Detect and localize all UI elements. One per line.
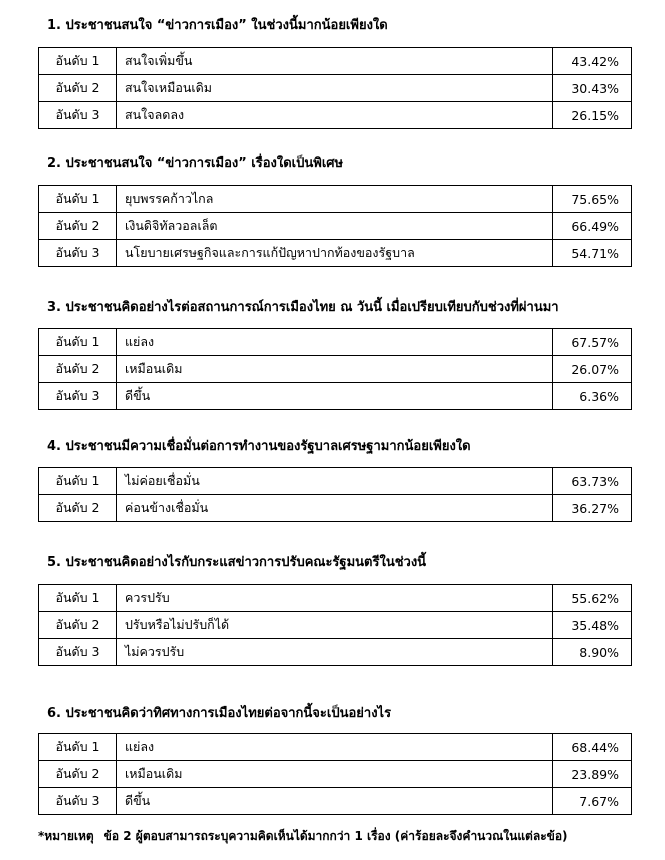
table-row xyxy=(39,788,632,815)
table-row xyxy=(39,585,632,612)
percent-cell: 55.62% xyxy=(553,585,632,612)
results-table xyxy=(38,185,632,267)
percent-cell: 67.57% xyxy=(553,329,632,356)
table-row xyxy=(39,75,632,102)
answer-cell: แย่ลง xyxy=(117,329,553,356)
rank-cell: อันดับ 3 xyxy=(39,639,117,666)
percent-cell: 68.44% xyxy=(553,734,632,761)
footnote-text: ข้อ 2 ผู้ตอบสามารถระบุความคิดเห็นได้มากกว่า 1 เรื่อง (ค่าร้อยละจึงคำนวณในแต่ละข้อ) xyxy=(103,829,568,843)
question-heading: 6. ประชาชนคิดว่าทิศทางการเมืองไทยต่อจากนี้จะเป็นอย่างไร xyxy=(47,706,392,721)
rank-cell: อันดับ 1 xyxy=(39,734,117,761)
percent-cell: 26.15% xyxy=(553,102,632,129)
rank-cell: อันดับ 2 xyxy=(39,213,117,240)
rank-cell: อันดับ 2 xyxy=(39,75,117,102)
question-heading: 2. ประชาชนสนใจ “ข่าวการเมือง” เรื่องใดเป็นพิเศษ xyxy=(47,156,344,171)
percent-cell: 8.90% xyxy=(553,639,632,666)
rank-cell: อันดับ 3 xyxy=(39,240,117,267)
question-heading: 4. ประชาชนมีความเชื่อมั่นต่อการทำงานของรัฐบาลเศรษฐามากน้อยเพียงใด xyxy=(47,439,471,454)
question-heading: 5. ประชาชนคิดอย่างไรกับกระแสข่าวการปรับคณะรัฐมนตรีในช่วงนี้ xyxy=(47,555,427,570)
table-row xyxy=(39,761,632,788)
percent-cell: 35.48% xyxy=(553,612,632,639)
answer-cell: สนใจเหมือนเดิม xyxy=(117,75,553,102)
rank-cell: อันดับ 2 xyxy=(39,612,117,639)
answer-cell: ดีขึ้น xyxy=(117,788,553,815)
rank-cell: อันดับ 1 xyxy=(39,48,117,75)
percent-cell: 26.07% xyxy=(553,356,632,383)
answer-cell: เหมือนเดิม xyxy=(117,356,553,383)
answer-cell: นโยบายเศรษฐกิจและการแก้ปัญหาปากท้องของรัฐบาล xyxy=(117,240,553,267)
answer-cell: สนใจเพิ่มขึ้น xyxy=(117,48,553,75)
answer-cell: ดีขึ้น xyxy=(117,383,553,410)
answer-cell: เหมือนเดิม xyxy=(117,761,553,788)
percent-cell: 36.27% xyxy=(553,495,632,522)
percent-cell: 43.42% xyxy=(553,48,632,75)
percent-cell: 23.89% xyxy=(553,761,632,788)
question-heading: 1. ประชาชนสนใจ “ข่าวการเมือง” ในช่วงนี้มากน้อยเพียงใด xyxy=(47,18,388,33)
table-row xyxy=(39,468,632,495)
answer-cell: ปรับหรือไม่ปรับก็ได้ xyxy=(117,612,553,639)
table-row xyxy=(39,383,632,410)
answer-cell: แย่ลง xyxy=(117,734,553,761)
table-row xyxy=(39,240,632,267)
percent-cell: 30.43% xyxy=(553,75,632,102)
question-heading: 3. ประชาชนคิดอย่างไรต่อสถานการณ์การเมืองไทย ณ วันนี้ เมื่อเปรียบเทียบกับช่วงที่ผ่านมา xyxy=(47,300,559,315)
table-row xyxy=(39,186,632,213)
percent-cell: 66.49% xyxy=(553,213,632,240)
results-table xyxy=(38,733,632,815)
table-row xyxy=(39,48,632,75)
rank-cell: อันดับ 3 xyxy=(39,383,117,410)
answer-cell: สนใจลดลง xyxy=(117,102,553,129)
answer-cell: ค่อนข้างเชื่อมั่น xyxy=(117,495,553,522)
rank-cell: อันดับ 3 xyxy=(39,788,117,815)
table-row xyxy=(39,612,632,639)
percent-cell: 75.65% xyxy=(553,186,632,213)
rank-cell: อันดับ 1 xyxy=(39,585,117,612)
results-table xyxy=(38,584,632,666)
rank-cell: อันดับ 1 xyxy=(39,329,117,356)
footnote-label: *หมายเหตุ xyxy=(38,829,94,843)
rank-cell: อันดับ 2 xyxy=(39,356,117,383)
rank-cell: อันดับ 2 xyxy=(39,495,117,522)
rank-cell: อันดับ 2 xyxy=(39,761,117,788)
results-table xyxy=(38,47,632,129)
table-row xyxy=(39,356,632,383)
answer-cell: ไม่ควรปรับ xyxy=(117,639,553,666)
percent-cell: 6.36% xyxy=(553,383,632,410)
results-table xyxy=(38,467,632,522)
answer-cell: ควรปรับ xyxy=(117,585,553,612)
rank-cell: อันดับ 1 xyxy=(39,186,117,213)
table-row xyxy=(39,329,632,356)
table-row xyxy=(39,213,632,240)
table-row xyxy=(39,102,632,129)
answer-cell: ไม่ค่อยเชื่อมั่น xyxy=(117,468,553,495)
rank-cell: อันดับ 3 xyxy=(39,102,117,129)
percent-cell: 63.73% xyxy=(553,468,632,495)
percent-cell: 54.71% xyxy=(553,240,632,267)
table-row xyxy=(39,639,632,666)
answer-cell: เงินดิจิทัลวอลเล็ต xyxy=(117,213,553,240)
percent-cell: 7.67% xyxy=(553,788,632,815)
footnote xyxy=(38,827,568,846)
table-row xyxy=(39,495,632,522)
table-row xyxy=(39,734,632,761)
rank-cell: อันดับ 1 xyxy=(39,468,117,495)
results-table xyxy=(38,328,632,410)
answer-cell: ยุบพรรคก้าวไกล xyxy=(117,186,553,213)
